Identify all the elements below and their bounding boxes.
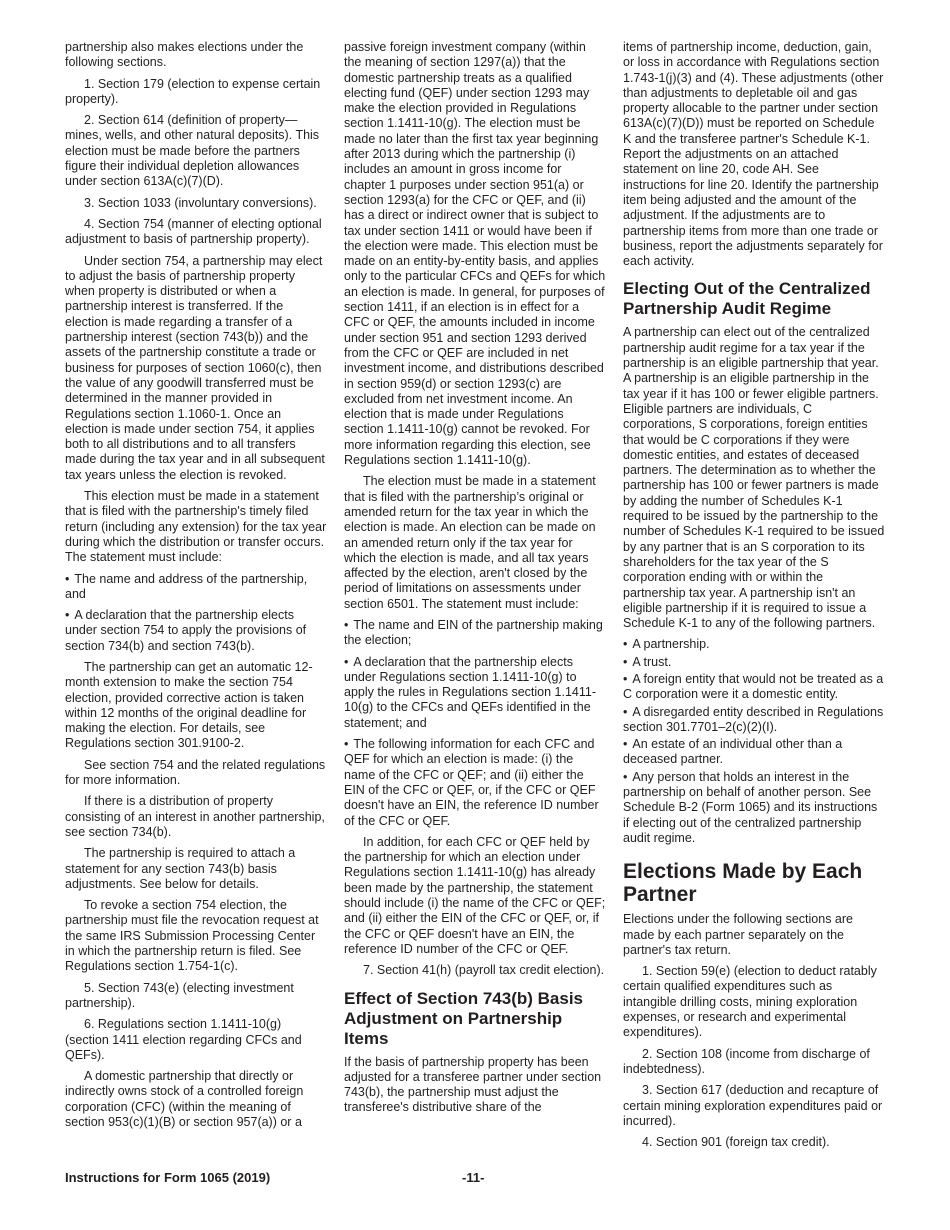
bullet-item: • The name and address of the partnership, and	[65, 572, 327, 603]
column-right	[623, 40, 885, 1156]
bullet-item: • A partnership.	[623, 637, 885, 652]
bullet-item: • A disregarded entity described in Regulations section 301.7701–2(c)(2)(I).	[623, 705, 885, 736]
paragraph: See section 754 and the related regulations for more information.	[65, 757, 326, 788]
paragraph: partnership also makes elections under the following sections.	[65, 40, 304, 70]
bullet-item: • A declaration that the partnership elects under Regulations section 1.1411-10(g) to apply the rules in Regulations section 1.1411-10(g) to the CFCs and QEFs identified in the statement; and	[344, 655, 606, 731]
paragraph: If the basis of partnership property has been adjusted for a transferee partner under section 743(b), the partnership must adjust the transferee's distributive share of the	[344, 1054, 602, 1115]
paragraph: passive foreign investment company (within the meaning of section 1297(a)) that the domestic partnership treats as a qualified electing fund (QEF) under section 1293 may make the election provided in Regulations section 1.1411-10(g). The election must be made no later than the first tax year beginning after 2013 during which the partnership (i) includes an amount in gross income for chapter 1 purposes under section 951(a) or section 1293(a) for the CFC or QEF, and (ii) has a direct or indirect owner that is subject to tax under section 1411 or would have been if the election were made. This election must be made on an entity-by-entity basis, and applies only to the particular CFCs and QEFs for which an election is made. In general, for purposes of section 1411, if an election is in effect for a CFC or QEF, the amounts included in income under section 951 and section 1293 derived from the CFC or QEF are included in net investment income, and distributions described in section 959(d) or section 1293(c) are excluded from net investment income. An election that is made under Regulations section 1.1411-10(g) cannot be revoked. For more information regarding this election, see Regulations section 1.1411-10(g).	[344, 40, 606, 468]
paragraph: Elections under the following sections are made by each partner separately on the partner's tax return.	[623, 912, 853, 957]
major-heading: Elections Made by Each Partner	[623, 860, 863, 907]
paragraph: A domestic partnership that directly or indirectly owns stock of a controlled foreign corporation (CFC) (within the meaning of section 953(c)(1)(B) or section 957(a)) or a	[65, 1069, 304, 1129]
section-heading: Electing Out of the Centralized Partnership Audit Regime	[623, 279, 871, 319]
bullet-item: • A declaration that the partnership elects under section 754 to apply the provisions of section 734(b) and section 743(b).	[65, 608, 327, 654]
paragraph: 5. Section 743(e) (electing investment partnership).	[65, 980, 294, 1010]
paragraph: 2. Section 614 (definition of property—mines, wells, and other natural deposits). This election must be made before the partners figure their individual depletion allowances under section 613A(c)(7)(D).	[65, 113, 320, 189]
paragraph: 6. Regulations section 1.1411-10(g) (section 1411 election regarding CFCs and QEFs).	[65, 1017, 302, 1062]
paragraph: This election must be made in a statement that is filed with the partnership's timely filed return (including any extension) for the tax year during which the distribution or transfer occurs. The statement must include:	[65, 489, 327, 565]
paragraph: 3. Section 1033 (involuntary conversions).	[84, 195, 317, 210]
section-heading: Effect of Section 743(b) Basis Adjustment on Partnership Items	[344, 988, 584, 1048]
paragraph: The election must be made in a statement that is filed with the partnership’s original or amended return for the tax year in which the election is made. An election can be made on an amended return only if the tax year for which the election is made, and all tax years affected by the election, aren't closed by the period of limitations on assessments under section 6501. The statement must include:	[344, 474, 596, 611]
paragraph: Under section 754, a partnership may elect to adjust the basis of partnership property when property is distributed or when a partnership interest is transferred. If the election is made regarding a transfer of a partnership interest (section 743(b)) and the assets of the partnership constitute a trade or business for purposes of section 1060(c), then the value of any goodwill transferred must be determined in the manner provided in Regulations section 1.1060-1. Once an election is made under section 754, it applies both to all distributions and to all transfers made during the tax year and in all subsequent tax years unless the election is revoked.	[65, 253, 325, 482]
paragraph: The partnership is required to attach a statement for any section 743(b) basis adjustments. See below for details.	[65, 846, 296, 891]
paragraph: If there is a distribution of property consisting of an interest in another partnership, see section 734(b).	[65, 794, 325, 839]
paragraph: A partnership can elect out of the centralized partnership audit regime for a tax year if the partnership is an eligible partnership that year. A partnership is an eligible partnership in the tax year if it has 100 or fewer eligible partners. Eligible partners are individuals, C corporations, S corporations, foreign entities that would be C corporations if they were domestic entities, and estates of deceased partners. The determination as to whether the partnership has 100 or fewer partners is made by adding the number of Schedules K-1 required to be issued by the partnership to the number of Schedules K-1 required to be issued by any partner that is an S corporation to its shareholders for the tax year of the S corporation ending with or within the partnership tax year. A partnership isn't an eligible partnership if it is required to issue a Schedule K-1 to any of the following partners.	[623, 325, 885, 631]
bullet-item: • A foreign entity that would not be treated as a C corporation were it a domestic entity.	[623, 672, 885, 703]
column-middle	[344, 40, 606, 1122]
bullet-item: • The name and EIN of the partnership making the election;	[344, 618, 606, 649]
paragraph: 1. Section 59(e) (election to deduct ratably certain qualified expenditures such as intangible drilling costs, mining exploration expenses, or research and experimental expenditures).	[623, 964, 877, 1040]
bullet-item: • An estate of an individual other than a deceased partner.	[623, 737, 885, 768]
bullet-item: • A trust.	[623, 655, 885, 670]
paragraph: items of partnership income, deduction, gain, or loss in accordance with Regulations section 1.743-1(j)(3) and (4). These adjustments (other than adjustments to depletable oil and gas property allocable to the partner under section 613A(c)(7)(D)) must be reported on Schedule K and the transferee partner's Schedule K-1. Report the adjustments on an attached statement on line 20, code AH. See instructions for line 20. Identify the partnership item being adjusted and the amount of the adjustment. If the adjustments are to partnership items from more than one trade or business, report the adjustments separately for each activity.	[623, 40, 884, 269]
column-left	[65, 40, 327, 1136]
paragraph: The partnership can get an automatic 12-month extension to make the section 754 election, provided corrective action is taken within 12 months of the original deadline for making the election. For details, see Regulations section 301.9100-2.	[65, 659, 313, 751]
bullet-item: • Any person that holds an interest in the partnership on behalf of another person. See Schedule B-2 (Form 1065) and its instructions if electing out of the centralized partnership audit regime.	[623, 770, 885, 846]
paragraph: In addition, for each CFC or QEF held by the partnership for which an election under Regulations section 1.1411-10(g) has already been made by the partnership, the statement should include (i) the name of the CFC or QEF; and (ii) either the EIN of the CFC or QEF, or, if the CFC or QEF doesn't have an EIN, the reference ID number of the CFC or QEF.	[344, 834, 606, 956]
paragraph: To revoke a section 754 election, the partnership must file the revocation request at the same IRS Submission Processing Center in which the partnership return is filed. See Regulations section 1.754-1(c).	[65, 898, 319, 974]
paragraph: 4. Section 754 (manner of electing optional adjustment to basis of partnership property).	[65, 216, 322, 247]
paragraph: 1. Section 179 (election to expense certain property).	[65, 76, 321, 106]
paragraph: 4. Section 901 (foreign tax credit).	[642, 1135, 830, 1150]
paragraph: 2. Section 108 (income from discharge of indebtedness).	[623, 1046, 870, 1076]
bullet-item: • The following information for each CFC and QEF for which an election is made: (i) the name of the CFC or QEF; and (ii) either the EIN of the CFC or QEF, or, if the CFC or QEF doesn't have an EIN, the reference ID number of the CFC or QEF.	[344, 737, 606, 829]
footer-form-title: Instructions for Form 1065 (2019)	[65, 1170, 271, 1185]
paragraph: 7. Section 41(h) (payroll tax credit election).	[363, 963, 605, 978]
paragraph: 3. Section 617 (deduction and recapture of certain mining exploration expenditures paid or incurred).	[623, 1083, 883, 1128]
footer-page-number: -11-	[462, 1170, 485, 1185]
